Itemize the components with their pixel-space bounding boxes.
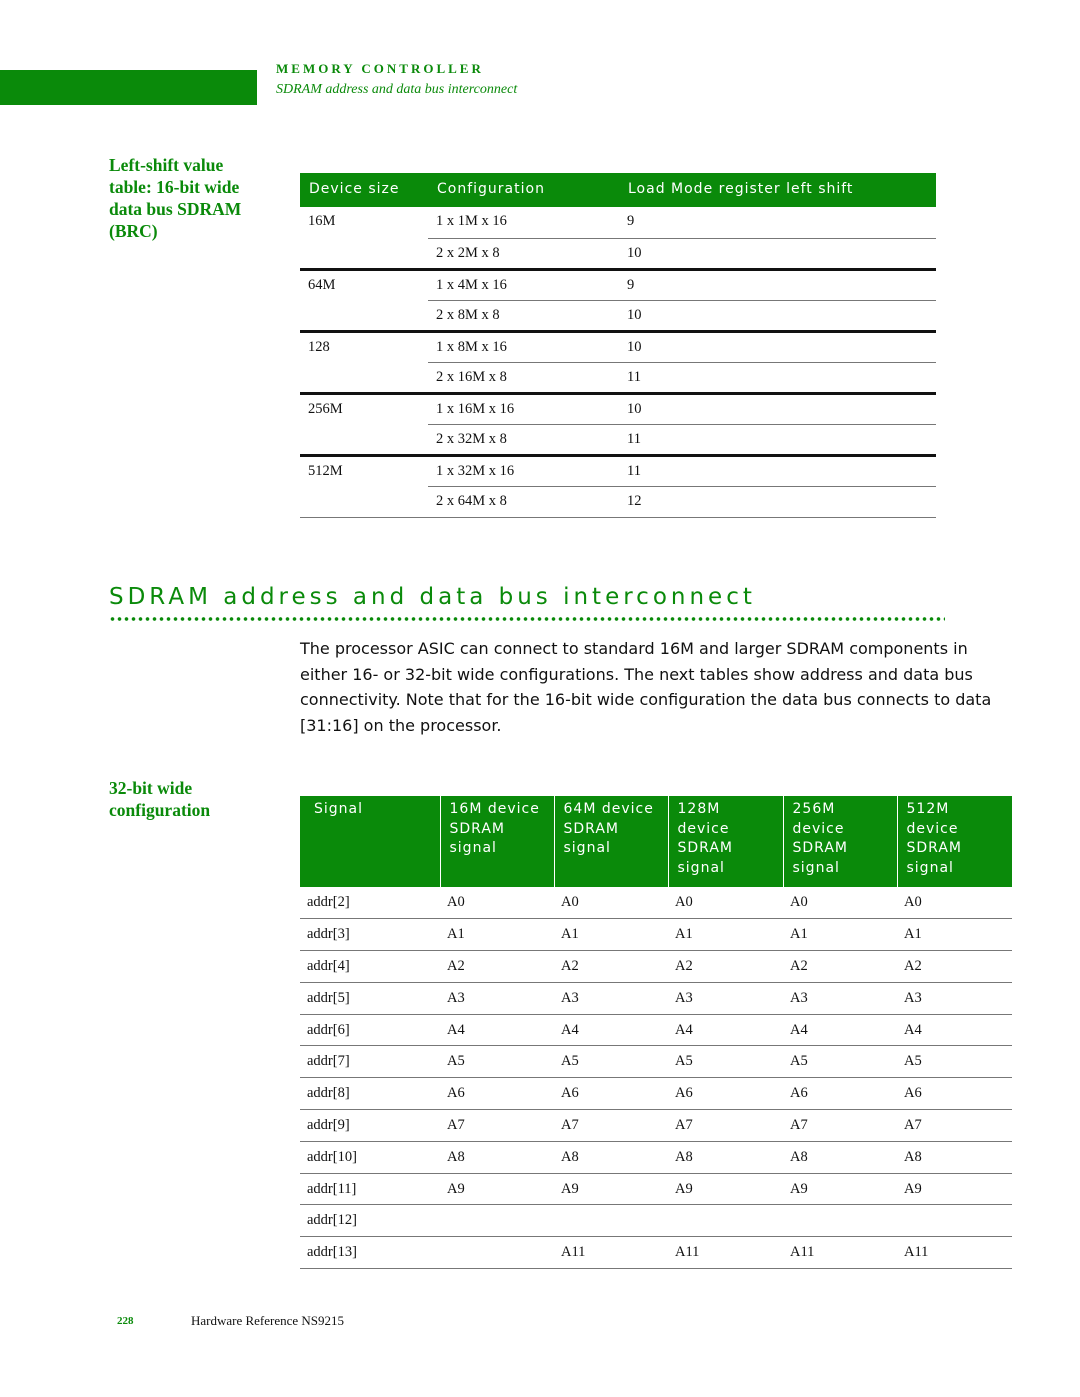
table-cell: addr[5] (300, 982, 440, 1014)
table-cell: A11 (783, 1237, 897, 1269)
table-row (300, 1205, 1012, 1237)
table-cell: A8 (897, 1141, 1012, 1173)
table-cell: A5 (668, 1046, 783, 1078)
table-row (300, 455, 936, 486)
table-cell: addr[7] (300, 1046, 440, 1078)
table-cell: addr[8] (300, 1078, 440, 1110)
table-cell: A1 (668, 919, 783, 951)
table-cell: A7 (554, 1110, 668, 1142)
table-cell: A0 (554, 887, 668, 919)
table-cell: A5 (440, 1046, 554, 1078)
table-cell: 1 x 8M x 16 (428, 331, 619, 362)
table-cell: A3 (440, 982, 554, 1014)
table-row (300, 1237, 1012, 1269)
table-cell: A0 (783, 887, 897, 919)
table-cell: A0 (440, 887, 554, 919)
table2-col-64m: 64M device SDRAM signal (554, 796, 668, 887)
table-cell: A4 (440, 1014, 554, 1046)
table-row (300, 887, 1012, 919)
table-cell: A3 (897, 982, 1012, 1014)
table2-body (300, 887, 1012, 1269)
table-cell: A1 (897, 919, 1012, 951)
table-row (300, 1141, 1012, 1173)
table-cell: 10 (619, 238, 936, 269)
table-cell (554, 1205, 668, 1237)
section-subtitle: SDRAM address and data bus interconnect (276, 82, 518, 97)
table-cell: A3 (783, 982, 897, 1014)
table2-heading: 32-bit wide configuration (109, 778, 211, 820)
table-cell: A6 (783, 1078, 897, 1110)
table-cell: A6 (668, 1078, 783, 1110)
table-cell: 10 (619, 393, 936, 424)
table-cell: addr[12] (300, 1205, 440, 1237)
table-row (300, 300, 936, 331)
table-cell: A2 (897, 951, 1012, 983)
table-cell: A4 (783, 1014, 897, 1046)
table-row (300, 1173, 1012, 1205)
table-cell: 512M (300, 455, 428, 486)
table-cell: A9 (897, 1173, 1012, 1205)
table-cell: A0 (668, 887, 783, 919)
table-cell: A6 (440, 1078, 554, 1110)
table-cell: 1 x 4M x 16 (428, 269, 619, 300)
table-cell: addr[9] (300, 1110, 440, 1142)
table-cell: A11 (668, 1237, 783, 1269)
table-cell: 11 (619, 362, 936, 393)
table-cell (440, 1237, 554, 1269)
table-cell (300, 300, 428, 331)
table-cell: 9 (619, 207, 936, 238)
table-cell: A0 (897, 887, 1012, 919)
table-cell: A5 (554, 1046, 668, 1078)
table-row (300, 951, 1012, 983)
table2-col-512m: 512M device SDRAM signal (897, 796, 1012, 887)
table-row (300, 1078, 1012, 1110)
table-cell: A9 (668, 1173, 783, 1205)
table-cell: A3 (668, 982, 783, 1014)
table1-heading: Left-shift value table: 16-bit wide data bus SDRAM (BRC) (109, 155, 242, 241)
table-row (300, 393, 936, 424)
table-cell: A7 (440, 1110, 554, 1142)
dotted-rule (109, 616, 945, 622)
table-cell: 128 (300, 331, 428, 362)
table-cell: A8 (554, 1141, 668, 1173)
table-row (300, 207, 936, 238)
table-cell: addr[10] (300, 1141, 440, 1173)
table2-col-16m: 16M device SDRAM signal (440, 796, 554, 887)
table-row (300, 238, 936, 269)
table-cell: 2 x 64M x 8 (428, 486, 619, 517)
table-cell: addr[3] (300, 919, 440, 951)
table-cell: A9 (440, 1173, 554, 1205)
table-cell: 1 x 1M x 16 (428, 207, 619, 238)
table-row (300, 362, 936, 393)
table-cell: A4 (668, 1014, 783, 1046)
table-row (300, 486, 936, 517)
section-heading: SDRAM address and data bus interconnect (109, 584, 756, 610)
table-cell: A8 (440, 1141, 554, 1173)
table-cell: A4 (897, 1014, 1012, 1046)
table-cell: 64M (300, 269, 428, 300)
table-cell: addr[13] (300, 1237, 440, 1269)
table-cell: 2 x 8M x 8 (428, 300, 619, 331)
table-cell: A11 (897, 1237, 1012, 1269)
footer-doc-title: Hardware Reference NS9215 (191, 1313, 345, 1328)
table-cell: A1 (440, 919, 554, 951)
page-number: 228 (117, 1315, 134, 1327)
table-cell (440, 1205, 554, 1237)
table-cell: A9 (554, 1173, 668, 1205)
table-cell (897, 1205, 1012, 1237)
table-row (300, 982, 1012, 1014)
table-cell: A8 (783, 1141, 897, 1173)
table-cell: 11 (619, 424, 936, 455)
table-cell: A1 (554, 919, 668, 951)
table-row (300, 1046, 1012, 1078)
table-cell: 11 (619, 455, 936, 486)
table-cell: A8 (668, 1141, 783, 1173)
table-cell: A7 (897, 1110, 1012, 1142)
table-cell: A2 (783, 951, 897, 983)
table2-col-128m: 128M device SDRAM signal (668, 796, 783, 887)
table-cell: 256M (300, 393, 428, 424)
table-cell: A5 (897, 1046, 1012, 1078)
table-cell: 9 (619, 269, 936, 300)
table-cell: addr[11] (300, 1173, 440, 1205)
table-cell: A7 (783, 1110, 897, 1142)
table-cell: A4 (554, 1014, 668, 1046)
table-cell: A5 (783, 1046, 897, 1078)
table-row (300, 424, 936, 455)
table-cell: A9 (783, 1173, 897, 1205)
table-cell: A2 (554, 951, 668, 983)
table1-col-left-shift: Load Mode register left shift (619, 173, 936, 207)
header-green-bar (0, 70, 257, 105)
table-cell: A2 (440, 951, 554, 983)
table-row (300, 331, 936, 362)
table1-col-configuration: Configuration (428, 173, 619, 207)
table2-header-row (300, 796, 1012, 887)
table-cell: 2 x 16M x 8 (428, 362, 619, 393)
table-cell (300, 362, 428, 393)
table-cell: 1 x 32M x 16 (428, 455, 619, 486)
table-cell: A6 (554, 1078, 668, 1110)
table-cell (300, 486, 428, 517)
table-cell: addr[6] (300, 1014, 440, 1046)
table2-col-256m: 256M device SDRAM signal (783, 796, 897, 887)
table-cell (668, 1205, 783, 1237)
table-row (300, 1014, 1012, 1046)
table-cell: 10 (619, 331, 936, 362)
table-row (300, 269, 936, 300)
chapter-title: MEMORY CONTROLLER (276, 61, 484, 76)
address-interconnect-table (300, 796, 1012, 1269)
table-cell: 12 (619, 486, 936, 517)
table-cell: 2 x 2M x 8 (428, 238, 619, 269)
table-row (300, 1110, 1012, 1142)
table-cell: A3 (554, 982, 668, 1014)
table1-header-row (300, 173, 936, 207)
table-cell: 10 (619, 300, 936, 331)
table-cell (300, 238, 428, 269)
table-cell: addr[4] (300, 951, 440, 983)
table-cell: A6 (897, 1078, 1012, 1110)
table-cell: 1 x 16M x 16 (428, 393, 619, 424)
body-paragraph: The processor ASIC can connect to standard 16M and larger SDRAM components in either 16- or 32-bit wide configurations. The next tables show address and data bus connectivity. Note that for the 16-bit wide configuration the data bus connects to data [31:16] on the processor. (300, 639, 992, 735)
table-cell (783, 1205, 897, 1237)
table1-col-device-size: Device size (300, 173, 428, 207)
left-shift-table (300, 173, 936, 518)
table-cell: A2 (668, 951, 783, 983)
table-cell: A7 (668, 1110, 783, 1142)
table-cell: 2 x 32M x 8 (428, 424, 619, 455)
table-cell (300, 424, 428, 455)
table-cell: addr[2] (300, 887, 440, 919)
table-cell: A11 (554, 1237, 668, 1269)
table2-col-signal: Signal (300, 796, 440, 887)
table-cell: A1 (783, 919, 897, 951)
table-cell: 16M (308, 213, 336, 229)
table-row (300, 919, 1012, 951)
